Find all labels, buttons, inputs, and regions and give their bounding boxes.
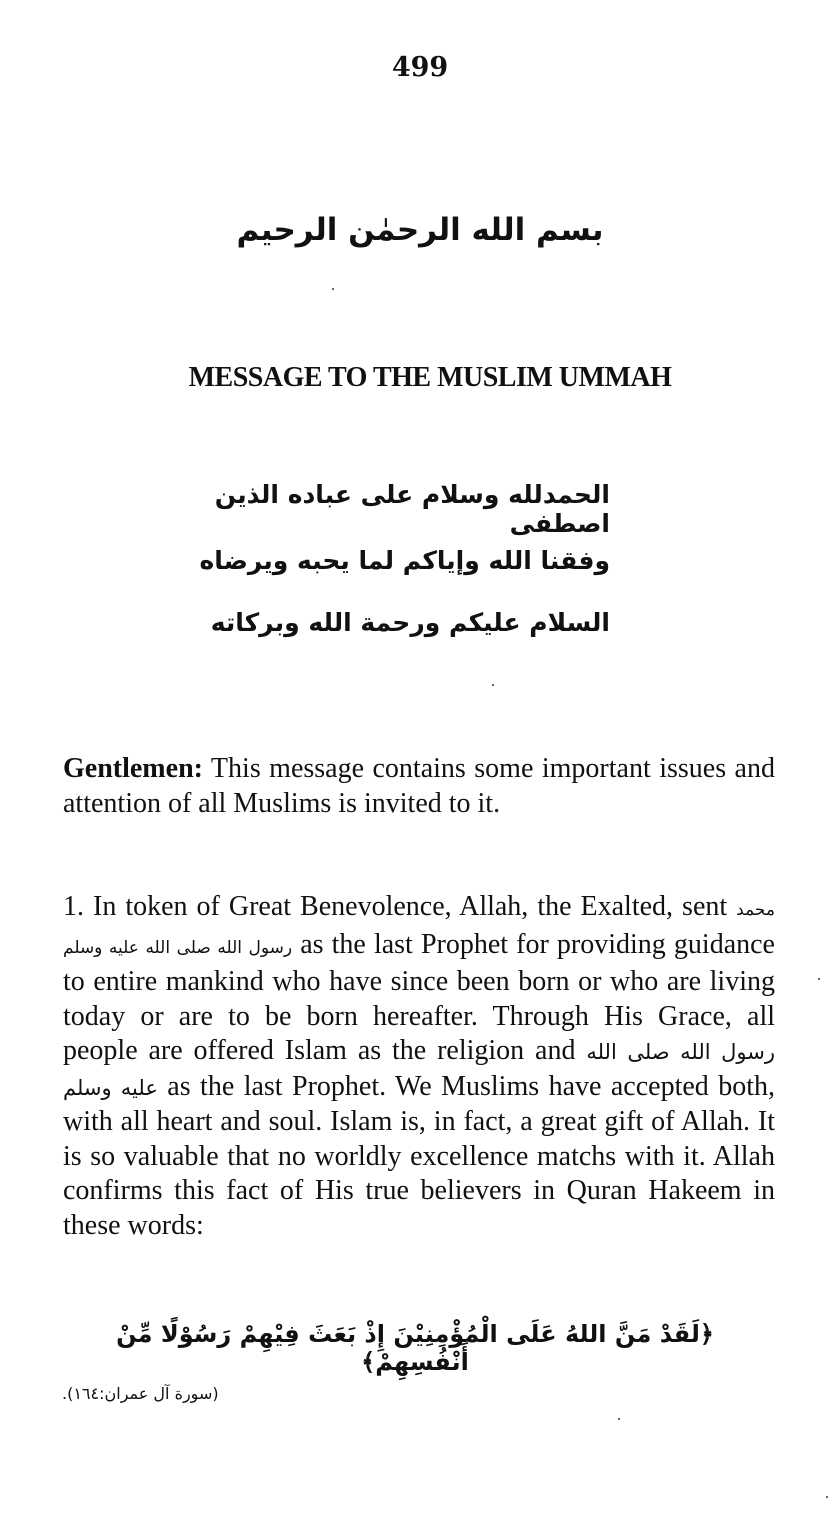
page-number: 499 — [391, 52, 449, 83]
point-one-text-2: as the last Prophet for providing guidance to entire mankind who have since been born or who are living today or are to be born hereafter. Through His Grace, all people are offered Islam as the religion and — [63, 928, 775, 1066]
point-one-text-3: as the last Prophet. We Muslims have accepted both, with all heart and soul. Islam is, in fact, a great gift of Allah. It is so valuable that no worldly excellence matchs with it. Allah confirms this fact of His true believers in Quran Hakeem in these words: — [63, 1070, 775, 1241]
greeting-line-2: وفقنا الله وإياكم لما يحبه ويرضاه — [199, 546, 610, 575]
point-one-text-1: In token of Great Benevolence, Allah, the Exalted, sent — [84, 891, 737, 922]
scan-speck — [618, 1418, 620, 1420]
greeting-line-3: السلام عليكم ورحمة الله وبركاته — [210, 608, 610, 637]
intro-lead: Gentlemen: — [63, 753, 203, 784]
scan-speck — [826, 1496, 828, 1498]
scan-speck — [818, 978, 820, 980]
page-title: MESSAGE TO THE MUSLIM UMMAH — [188, 362, 672, 393]
quran-verse: ﴿لَقَدْ مَنَّ اللهُ عَلَى الْمُؤْمِنِيْنَ إِذْ بَعَثَ فِيْهِمْ رَسُوْلًا مِّنْ أَنْفُسِهِمْ﴾ — [116, 1320, 714, 1376]
point-one-paragraph — [63, 890, 775, 1243]
arabic-prophet-name-2: رسول الله صلى الله عليه وسلم — [63, 1040, 775, 1100]
intro-paragraph — [63, 752, 775, 821]
bismillah-heading: بسم الله الرحمٰن الرحيم — [236, 212, 604, 248]
scan-speck — [332, 288, 334, 290]
verse-reference: (سورة آل عمران:١٦٤). — [62, 1384, 219, 1403]
greeting-line-1: الحمدلله وسلام على عباده الذين اصطفى — [214, 480, 610, 538]
point-one-number: 1. — [63, 891, 84, 922]
intro-text: This message contains some important issues and attention of all Muslims is invited to it. — [63, 753, 775, 819]
arabic-prophet-name-1: محمد رسول الله صلى الله عليه وسلم — [63, 900, 775, 958]
scan-speck — [492, 684, 494, 686]
